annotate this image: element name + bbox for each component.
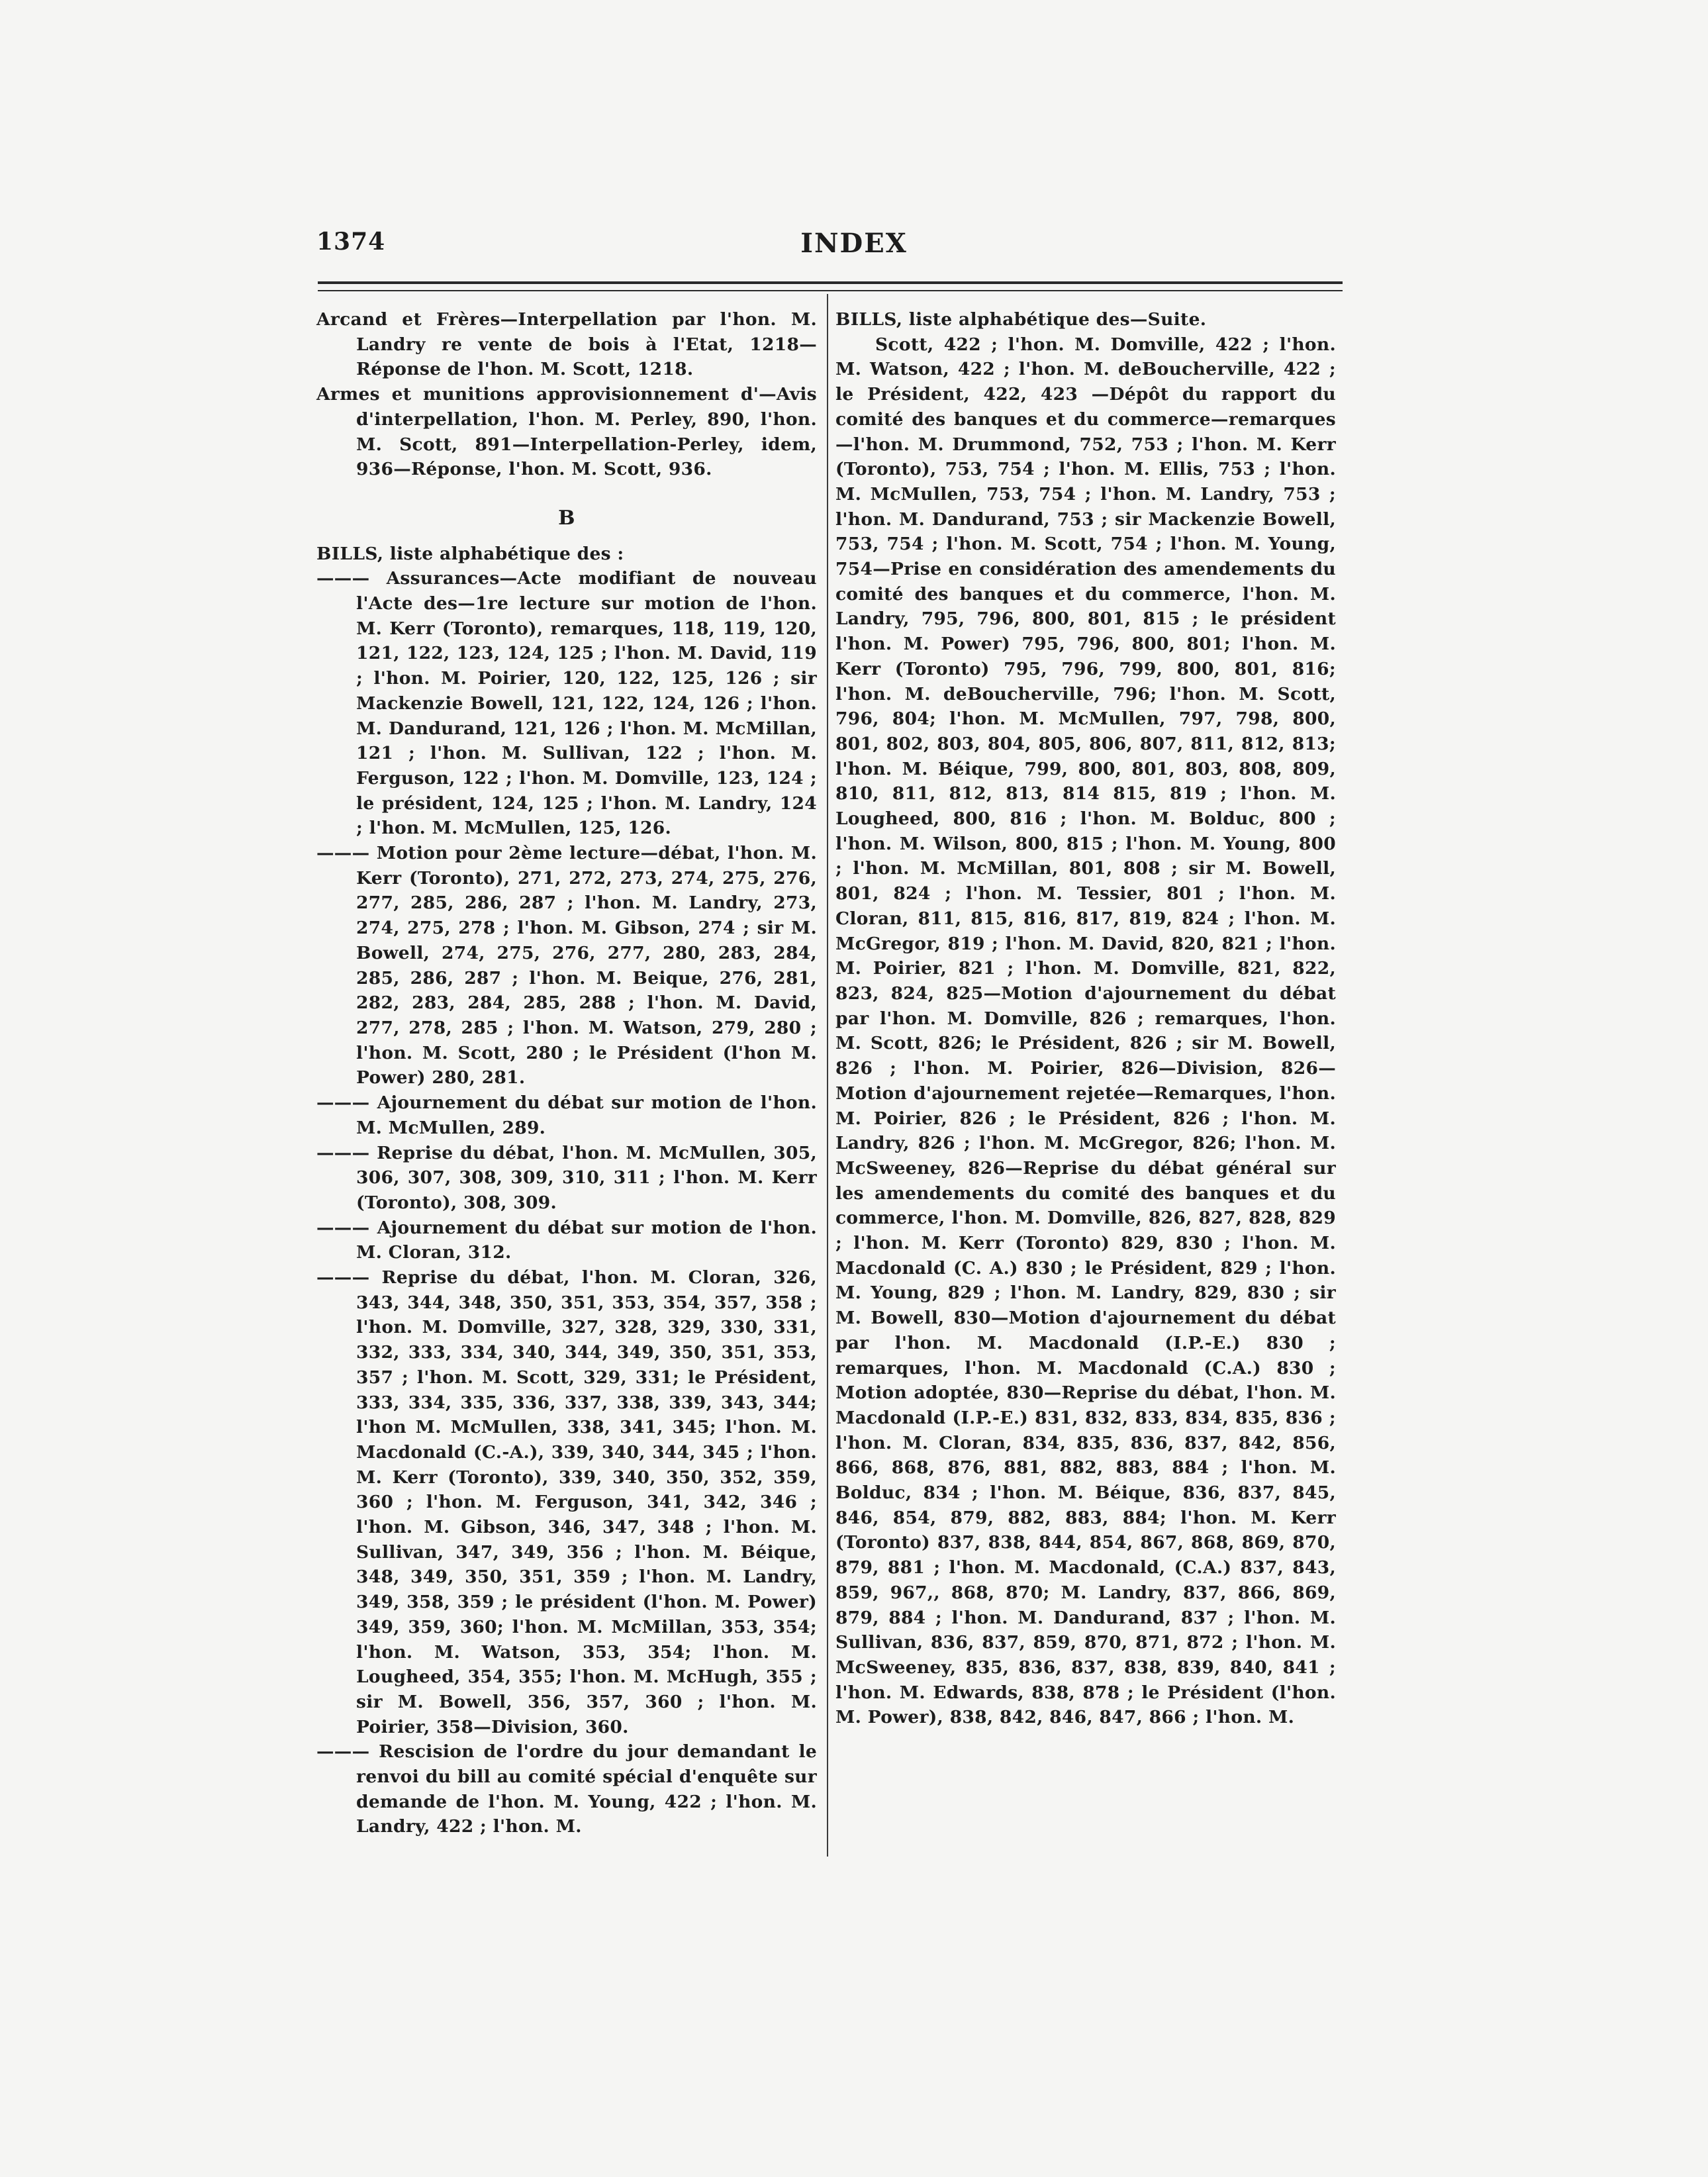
index-entry-arcand: Arcand et Frères—Interpellation par l'hon. M. Landry re vente de bois à l'Etat, 1218—Réponse de l'hon. M. Scott, 1218. [316,309,817,380]
subentry-assurances: ——— Assurances—Acte modifiant de nouveau l'Acte des—1re lecture sur motion de l'hon. M. Kerr (Toronto), remarques, 118, 119, 120, 121, 122, 123, 124, 125 ; l'hon. M. David, 119 ; l'hon. M. Poirier, 120, 122, 125, 126 ; sir Mackenzie Bowell, 121, 122, 124, 126 ; l'hon. M. Dandurand, 121, 126 ; l'hon. M. McMillan, 121 ; l'hon. M. Sullivan, 122 ; l'hon. M. Ferguson, 122 ; l'hon. M. Domville, 123, 124 ; le président, 124, 125 ; l'hon. M. Landry, 124 ; l'hon. M. McMullen, 125, 126. [316,568,817,839]
header-rule-thin [318,290,1343,291]
subentry-rescision: ——— Rescision de l'ordre du jour demandant le renvoi du bill au comité spécial d'enquête sur demande de l'hon. M. Young, 422 ; l'hon. M. Landry, 422 ; l'hon. M. [316,1741,817,1837]
running-head: INDEX [800,228,908,259]
right-column [835,307,1336,1730]
subentry-resumed-mcmullen: ——— Reprise du débat, l'hon. M. McMullen, 305, 306, 307, 308, 309, 310, 311 ; l'hon. M. Kerr (Toronto), 308, 309. [316,1142,817,1213]
subentry-adjournment-cloran: ——— Ajournement du débat sur motion de l'hon. M. Cloran, 312. [316,1217,817,1263]
page-number: 1374 [316,228,386,256]
subentry-adjournment-mcmullen: ——— Ajournement du débat sur motion de l'hon. M. McMullen, 289. [316,1092,817,1138]
bills-continued-text: Scott, 422 ; l'hon. M. Domville, 422 ; l'hon. M. Watson, 422 ; l'hon. M. deBoucherville, 422 ; le Président, 422, 423 —Dépôt du rapport du comité des banques et du commerce—remarques—l'hon. M. Drummond, 752, 753 ; l'hon. M. Kerr (Toronto), 753, 754 ; l'hon. M. Ellis, 753 ; l'hon. M. McMullen, 753, 754 ; l'hon. M. Landry, 753 ; l'hon. M. Dandurand, 753 ; sir Mackenzie Bowell, 753, 754 ; l'hon. M. Scott, 754 ; l'hon. M. Young, 754—Prise en considération des amendements du comité des banques et du commerce, l'hon. M. Landry, 795, 796, 800, 801, 815 ; le président l'hon. M. Power) 795, 796, 800, 801; l'hon. M. Kerr (Toronto) 795, 796, 799, 800, 801, 816; l'hon. M. deBoucherville, 796; l'hon. M. Scott, 796, 804; l'hon. M. McMullen, 797, 798, 800, 801, 802, 803, 804, 805, 806, 807, 811, 812, 813; l'hon. M. Béique, 799, 800, 801, 803, 808, 809, 810, 811, 812, 813, 814 815, 819 ; l'hon. M. Lougheed, 800, 816 ; l'hon. M. Bolduc, 800 ; l'hon. M. Wilson, 800, 815 ; l'hon. M. Young, 800 ; l'hon. M. McMillan, 801, 808 ; sir M. Bowell, 801, 824 ; l'hon. M. Tessier, 801 ; l'hon. M. Cloran, 811, 815, 816, 817, 819, 824 ; l'hon. M. McGregor, 819 ; l'hon. M. David, 820, 821 ; l'hon. M. Poirier, 821 ; l'hon. M. Domville, 821, 822, 823, 824, 825—Motion d'ajournement du débat par l'hon. M. Domville, 826 ; remarques, l'hon. M. Scott, 826; le Président, 826 ; sir M. Bowell, 826 ; l'hon. M. Poirier, 826—Division, 826—Motion d'ajournement rejetée—Remarques, l'hon. M. Poirier, 826 ; le Président, 826 ; l'hon. M. Landry, 826 ; l'hon. M. McGregor, 826; l'hon. M. McSweeney, 826—Reprise du débat général sur les amendements du comité des banques et du commerce, l'hon. M. Domville, 826, 827, 828, 829 ; l'hon. M. Kerr (Toronto) 829, 830 ; l'hon. M. Macdonald (C. A.) 830 ; le Président, 829 ; l'hon. M. Young, 829 ; l'hon. M. Landry, 829, 830 ; sir M. Bowell, 830—Motion d'ajournement du débat par l'hon. M. Macdonald (I.P.-E.) 830 ; remarques, l'hon. M. Macdonald (C.A.) 830 ; Motion adoptée, 830—Reprise du débat, l'hon. M. Macdonald (I.P.-E.) 831, 832, 833, 834, 835, 836 ; l'hon. M. Cloran, 834, 835, 836, 837, 842, 856, 866, 868, 876, 881, 882, 883, 884 ; l'hon. M. Bolduc, 834 ; l'hon. M. Béique, 836, 837, 845, 846, 854, 879, 882, 883, 884; l'hon. M. Kerr (Toronto) 837, 838, 844, 854, 867, 868, 869, 870, 879, 881 ; l'hon. M. Macdonald, (C.A.) 837, 843, 859, 967,, 868, 870; M. Landry, 837, 866, 869, 879, 884 ; l'hon. M. Dandurand, 837 ; l'hon. M. Sullivan, 836, 837, 859, 870, 871, 872 ; l'hon. M. McSweeney, 835, 836, 837, 838, 839, 840, 841 ; l'hon. M. Edwards, 838, 878 ; le Président (l'hon. M. Power), 838, 842, 846, 847, 866 ; l'hon. M. [835,334,1336,1728]
column-divider [827,294,828,1857]
index-entry-armes: Armes et munitions approvisionnement d'—Avis d'interpellation, l'hon. M. Perley, 890, l'hon. M. Scott, 891—Interpellation-Perley, idem, 936—Réponse, l'hon. M. Scott, 936. [316,384,817,480]
left-column [316,307,817,1839]
subentry-resumed-cloran: ——— Reprise du débat, l'hon. M. Cloran, 326, 343, 344, 348, 350, 351, 353, 354, 357, 358 ; l'hon. M. Domville, 327, 328, 329, 330, 331, 332, 333, 334, 340, 344, 349, 350, 351, 353, 357 ; l'hon. M. Scott, 329, 331; le Président, 333, 334, 335, 336, 337, 338, 339, 343, 344; l'hon M. McMullen, 338, 341, 345; l'hon. M. Macdonald (C.-A.), 339, 340, 344, 345 ; l'hon. M. Kerr (Toronto), 339, 340, 350, 352, 359, 360 ; l'hon. M. Ferguson, 341, 342, 346 ; l'hon. M. Gibson, 346, 347, 348 ; l'hon. M. Sullivan, 347, 349, 356 ; l'hon. M. Béique, 348, 349, 350, 351, 359 ; l'hon. M. Landry, 349, 358, 359 ; le président (l'hon. M. Power) 349, 359, 360; l'hon. M. McMillan, 353, 354; l'hon. M. Watson, 353, 354; l'hon. M. Lougheed, 354, 355; l'hon. M. McHugh, 355 ; sir M. Bowell, 356, 357, 360 ; l'hon. M. Poirier, 358—Division, 360. [316,1267,817,1737]
bills-continued-heading: BILLS, liste alphabétique des—Suite. [835,309,1207,330]
bills-heading: BILLS, liste alphabétique des : [316,543,624,564]
header-rule [318,281,1343,284]
subentry-second-reading: ——— Motion pour 2ème lecture—débat, l'hon. M. Kerr (Toronto), 271, 272, 273, 274, 275, 276, 277, 285, 286, 287 ; l'hon. M. Landry, 273, 274, 275, 278 ; l'hon. M. Gibson, 274 ; sir M. Bowell, 274, 275, 276, 277, 280, 283, 284, 285, 286, 287 ; l'hon. M. Beique, 276, 281, 282, 283, 284, 285, 288 ; l'hon. M. David, 277, 278, 285 ; l'hon. M. Watson, 279, 280 ; l'hon. M. Scott, 280 ; le Président (l'hon M. Power) 280, 281. [316,843,817,1088]
section-letter: B [558,506,575,530]
